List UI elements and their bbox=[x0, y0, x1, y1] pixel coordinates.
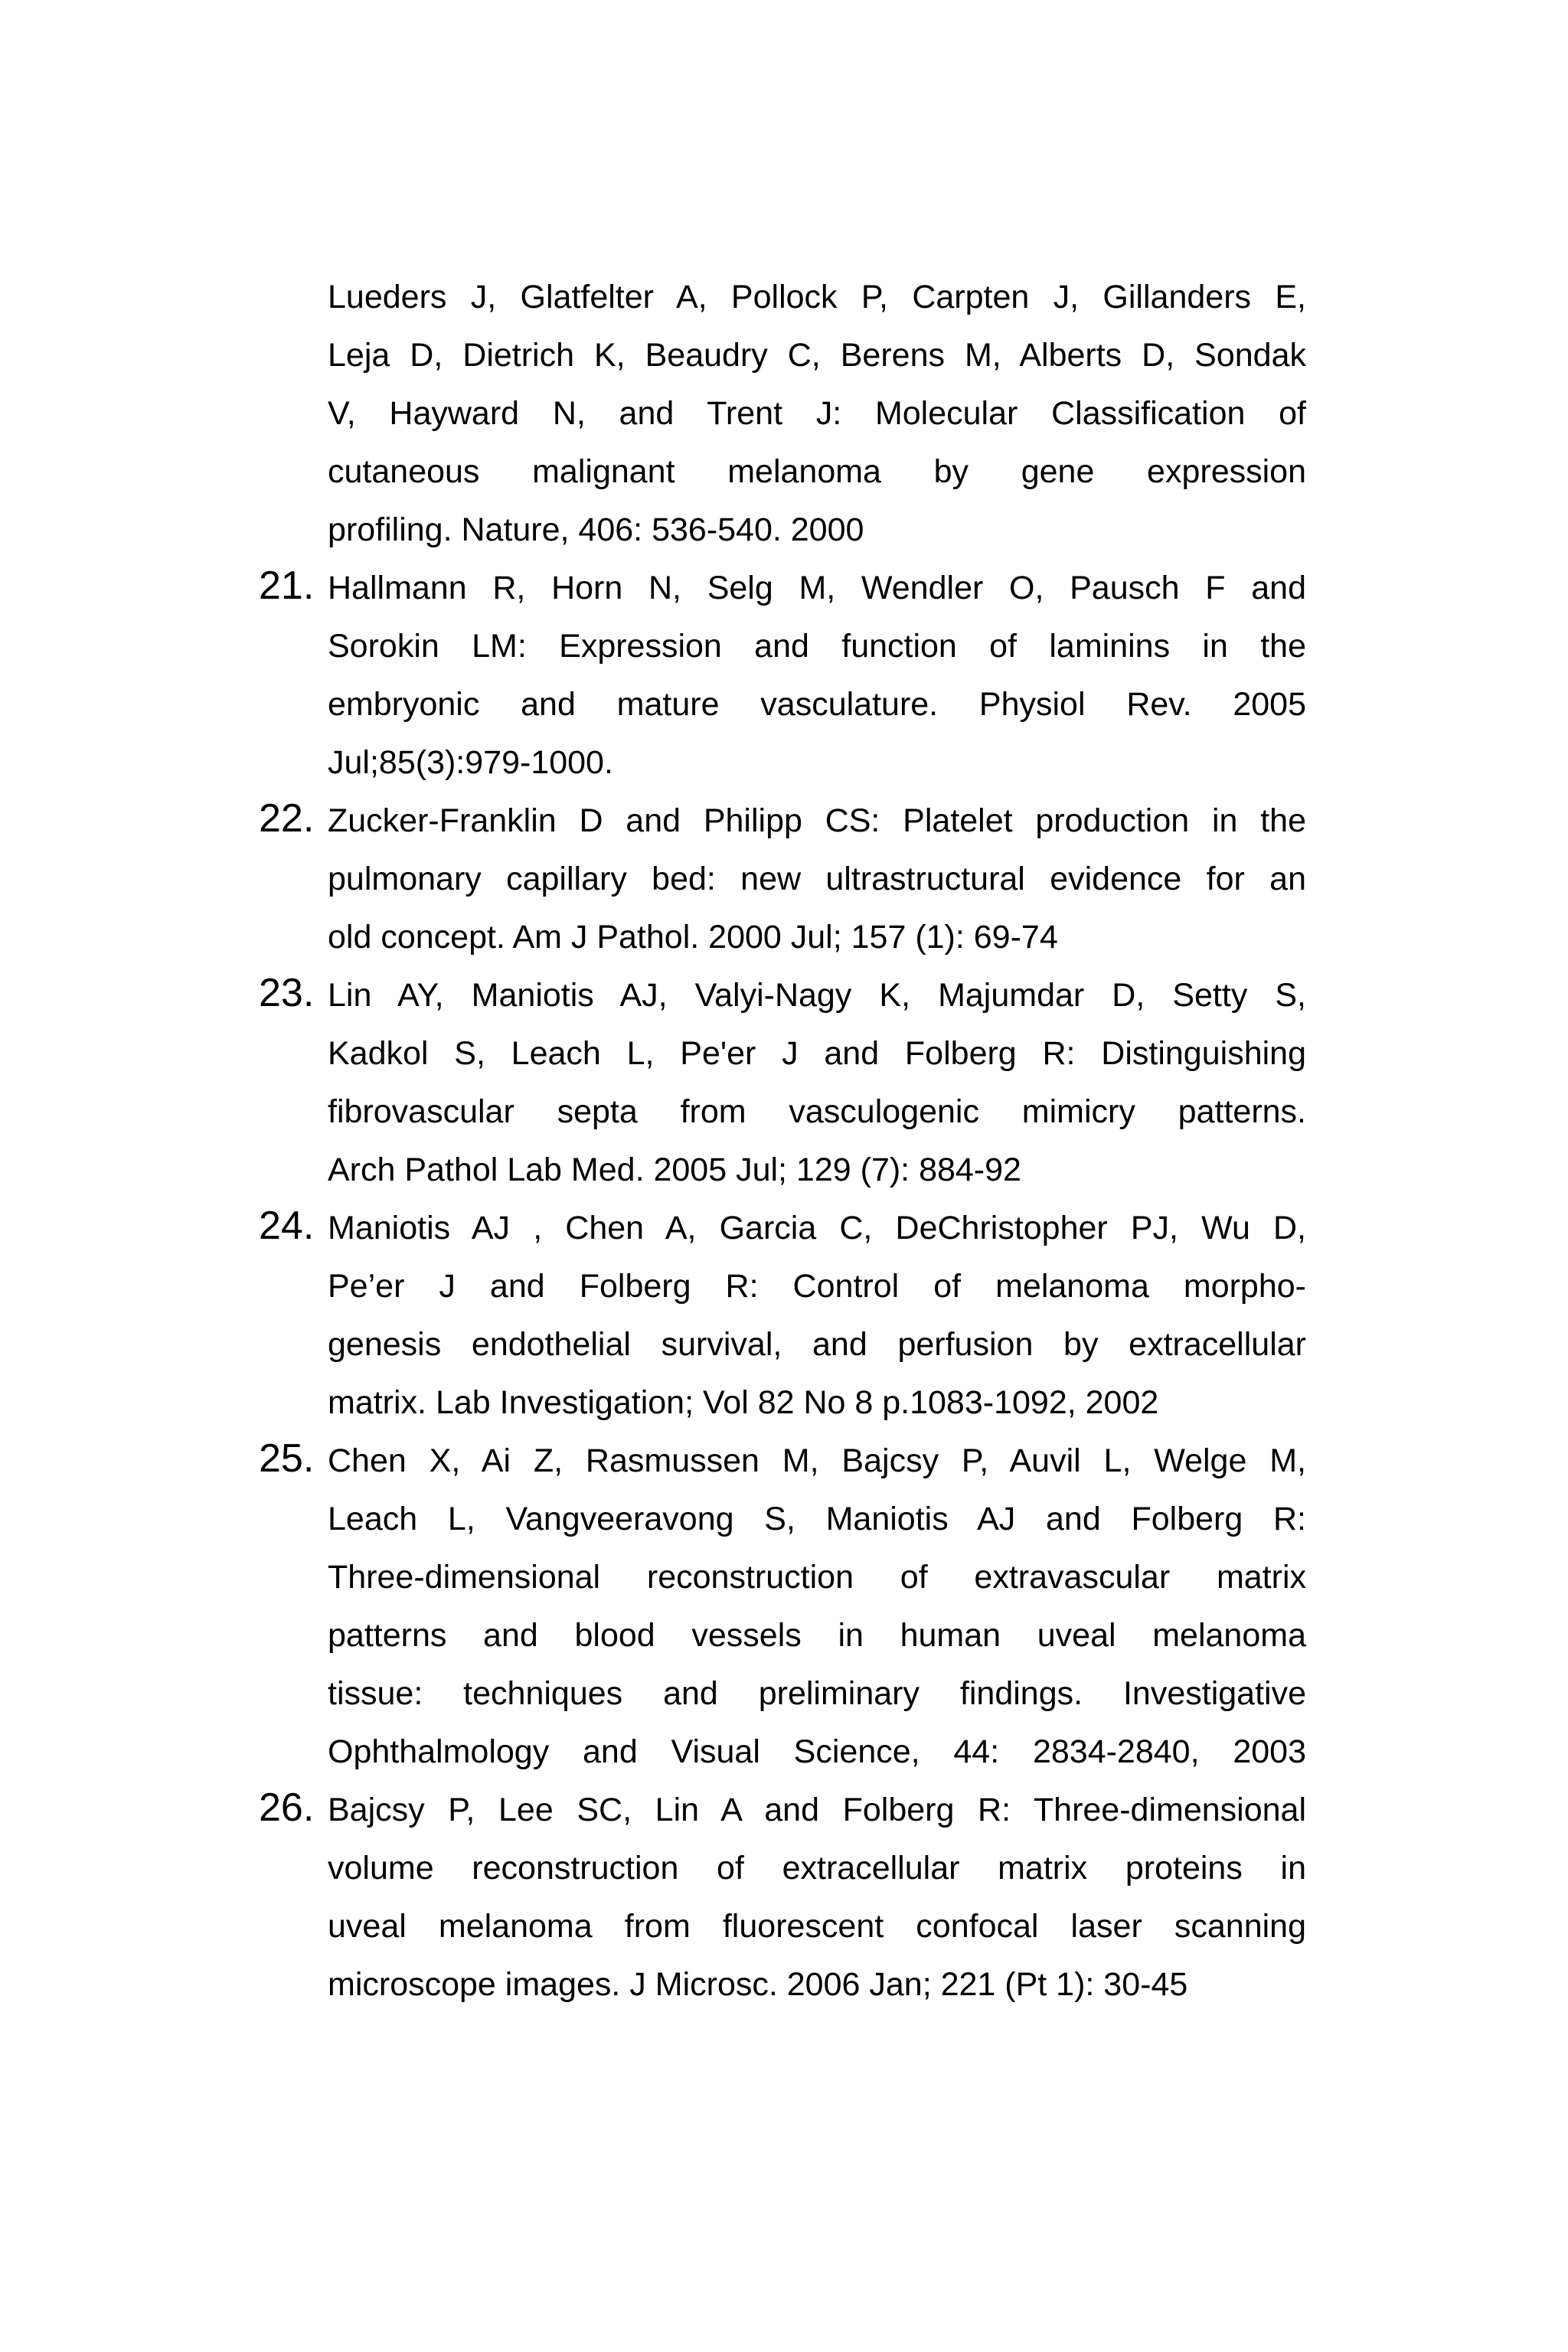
reference-number: 22. bbox=[259, 796, 315, 841]
reference-text-line: Bajcsy P, Lee SC, Lin A and Folberg R: Three-dimensional bbox=[328, 1792, 1306, 1828]
reference-text-line: Leach L, Vangveeravong S, Maniotis AJ and Folberg R: bbox=[328, 1501, 1306, 1537]
reference-text-line: tissue: techniques and preliminary findings. Investigative bbox=[328, 1675, 1306, 1712]
reference-text-line: microscope images. J Microsc. 2006 Jan; 221 (Pt 1): 30-45 bbox=[328, 1966, 1188, 2003]
reference-text-line: Ophthalmology and Visual Science, 44: 2834-2840, 2003 bbox=[328, 1733, 1306, 1770]
reference-text-line: patterns and blood vessels in human uveal melanoma bbox=[328, 1617, 1306, 1654]
reference-text-line: volume reconstruction of extracellular matrix proteins in bbox=[328, 1850, 1306, 1886]
reference-text-line: V, Hayward N, and Trent J: Molecular Classification of bbox=[328, 395, 1306, 432]
reference-text-line: Leja D, Dietrich K, Beaudry C, Berens M, Alberts D, Sondak bbox=[328, 337, 1306, 374]
reference-text-line: Three-dimensional reconstruction of extravascular matrix bbox=[328, 1559, 1306, 1596]
reference-text-line: Kadkol S, Leach L, Pe'er J and Folberg R: Distinguishing bbox=[328, 1035, 1306, 1072]
reference-text-line: Sorokin LM: Expression and function of laminins in the bbox=[328, 628, 1306, 665]
reference-text-line: cutaneous malignant melanoma by gene expression bbox=[328, 453, 1306, 490]
reference-text-line: Maniotis AJ , Chen A, Garcia C, DeChristopher PJ, Wu D, bbox=[328, 1210, 1306, 1246]
reference-text-line: uveal melanoma from fluorescent confocal laser scanning bbox=[328, 1908, 1306, 1945]
reference-text-line: pulmonary capillary bed: new ultrastructural evidence for an bbox=[328, 861, 1306, 897]
reference-text-line: Zucker-Franklin D and Philipp CS: Platelet production in the bbox=[328, 802, 1306, 839]
reference-text-line: genesis endothelial survival, and perfusion by extracellular bbox=[328, 1326, 1306, 1363]
reference-text-line: Pe’er J and Folberg R: Control of melanoma morpho- bbox=[328, 1268, 1306, 1305]
reference-text-line: Arch Pathol Lab Med. 2005 Jul; 129 (7): 884-92 bbox=[328, 1152, 1021, 1188]
reference-text-line: matrix. Lab Investigation; Vol 82 No 8 p.1083-1092, 2002 bbox=[328, 1384, 1159, 1421]
reference-number: 25. bbox=[259, 1436, 315, 1481]
reference-text-line: Lueders J, Glatfelter A, Pollock P, Carpten J, Gillanders E, bbox=[328, 279, 1306, 315]
reference-text-line: profiling. Nature, 406: 536-540. 2000 bbox=[328, 511, 864, 548]
reference-number: 26. bbox=[259, 1785, 315, 1830]
reference-text-line: fibrovascular septa from vasculogenic mimicry patterns. bbox=[328, 1093, 1306, 1130]
reference-text-line: embryonic and mature vasculature. Physiol Rev. 2005 bbox=[328, 686, 1306, 723]
reference-number: 24. bbox=[259, 1204, 315, 1248]
reference-number: 23. bbox=[259, 971, 315, 1015]
reference-text-line: Chen X, Ai Z, Rasmussen M, Bajcsy P, Auvil L, Welge M, bbox=[328, 1442, 1306, 1479]
reference-text-line: old concept. Am J Pathol. 2000 Jul; 157 (1): 69-74 bbox=[328, 919, 1058, 956]
reference-text-line: Hallmann R, Horn N, Selg M, Wendler O, Pausch F and bbox=[328, 570, 1306, 606]
reference-number: 21. bbox=[259, 564, 315, 608]
reference-text-line: Jul;85(3):979-1000. bbox=[328, 744, 613, 781]
reference-text-line: Lin AY, Maniotis AJ, Valyi-Nagy K, Majumdar D, Setty S, bbox=[328, 977, 1306, 1014]
